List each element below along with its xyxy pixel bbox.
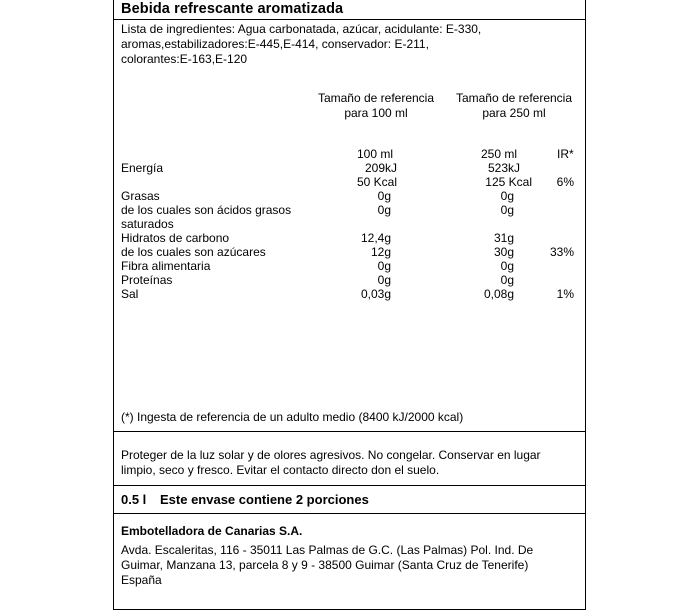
row-value-100: 50 Kcal (356, 175, 397, 189)
row-value-100: 0g (377, 189, 391, 203)
title-divider (113, 19, 586, 20)
unit-ir: IR* (557, 147, 574, 161)
note-divider (113, 431, 586, 432)
row-name: de los cuales son ácidos grasos (121, 203, 292, 217)
producer-name: Embotelladora de Canarias S.A. (121, 524, 303, 538)
row-value-ir: 6% (556, 175, 574, 189)
volume-divider (113, 513, 586, 514)
row-value-ir: 33% (549, 245, 574, 259)
row-value-100: 0g (377, 259, 391, 273)
row-name: Hidratos de carbono (121, 231, 230, 245)
ingredients-line-2: aromas,estabilizadores:E-445,E-414, conservador: E-211, (121, 37, 429, 51)
row-name: de los cuales son azúcares (121, 245, 266, 259)
producer-address-line-3: España (121, 573, 162, 587)
row-value-100: 12g (370, 245, 391, 259)
volume: 0.5 l (121, 492, 147, 507)
unit-250ml: 250 ml (481, 147, 518, 161)
header-100ml-line-1: Tamaño de referencia (317, 91, 435, 105)
reference-intake-note: (*) Ingesta de referencia de un adulto medio (8400 kJ/2000 kcal) (121, 410, 464, 424)
header-100ml-line-2: para 100 ml (344, 106, 408, 120)
producer-address-line-1: Avda. Escaleritas, 116 - 35011 Las Palmas de G.C. (Las Palmas) Pol. Ind. De (121, 543, 534, 557)
row-name: Energía (121, 161, 164, 175)
row-value-100: 0g (377, 203, 391, 217)
ingredients-line-3: colorantes:E-163,E-120 (121, 52, 248, 66)
row-value-250: 31g (493, 231, 514, 245)
row-name: Proteínas (121, 273, 173, 287)
row-value-100: 12,4g (360, 231, 391, 245)
row-name: saturados (121, 217, 174, 231)
header-250ml-line-2: para 250 ml (482, 106, 546, 120)
storage-divider (113, 485, 586, 486)
storage-line-1: Proteger de la luz solar y de olores agresivos. No congelar. Conservar en lugar (121, 448, 541, 462)
product-title: Bebida refrescante aromatizada (121, 1, 344, 17)
row-value-250: 125 Kcal (485, 175, 532, 189)
row-value-250: 0,08g (483, 287, 514, 301)
row-value-250: 0g (500, 189, 514, 203)
row-name: Grasas (121, 189, 160, 203)
ingredients-line-1: Lista de ingredientes: Agua carbonatada, azúcar, acidulante: E-330, (121, 22, 482, 36)
header-250ml-line-1: Tamaño de referencia (455, 91, 573, 105)
row-value-250: 523kJ (487, 161, 520, 175)
row-name: Sal (121, 287, 139, 301)
portions: Este envase contiene 2 porciones (160, 492, 369, 507)
row-value-250: 0g (500, 259, 514, 273)
producer-address-line-2: Guimar, Manzana 13, parcela 8 y 9 - 38500 Guimar (Santa Cruz de Tenerife) (121, 558, 529, 572)
row-value-250: 30g (493, 245, 514, 259)
row-value-100: 209kJ (364, 161, 397, 175)
storage-line-2: limpio, seco y fresco. Evitar el contacto directo don el suelo. (121, 463, 440, 477)
unit-100ml: 100 ml (357, 147, 394, 161)
row-name: Fibra alimentaria (121, 259, 211, 273)
row-value-100: 0g (377, 273, 391, 287)
row-value-250: 0g (500, 203, 514, 217)
row-value-250: 0g (500, 273, 514, 287)
row-value-ir: 1% (556, 287, 574, 301)
row-value-100: 0,03g (360, 287, 391, 301)
